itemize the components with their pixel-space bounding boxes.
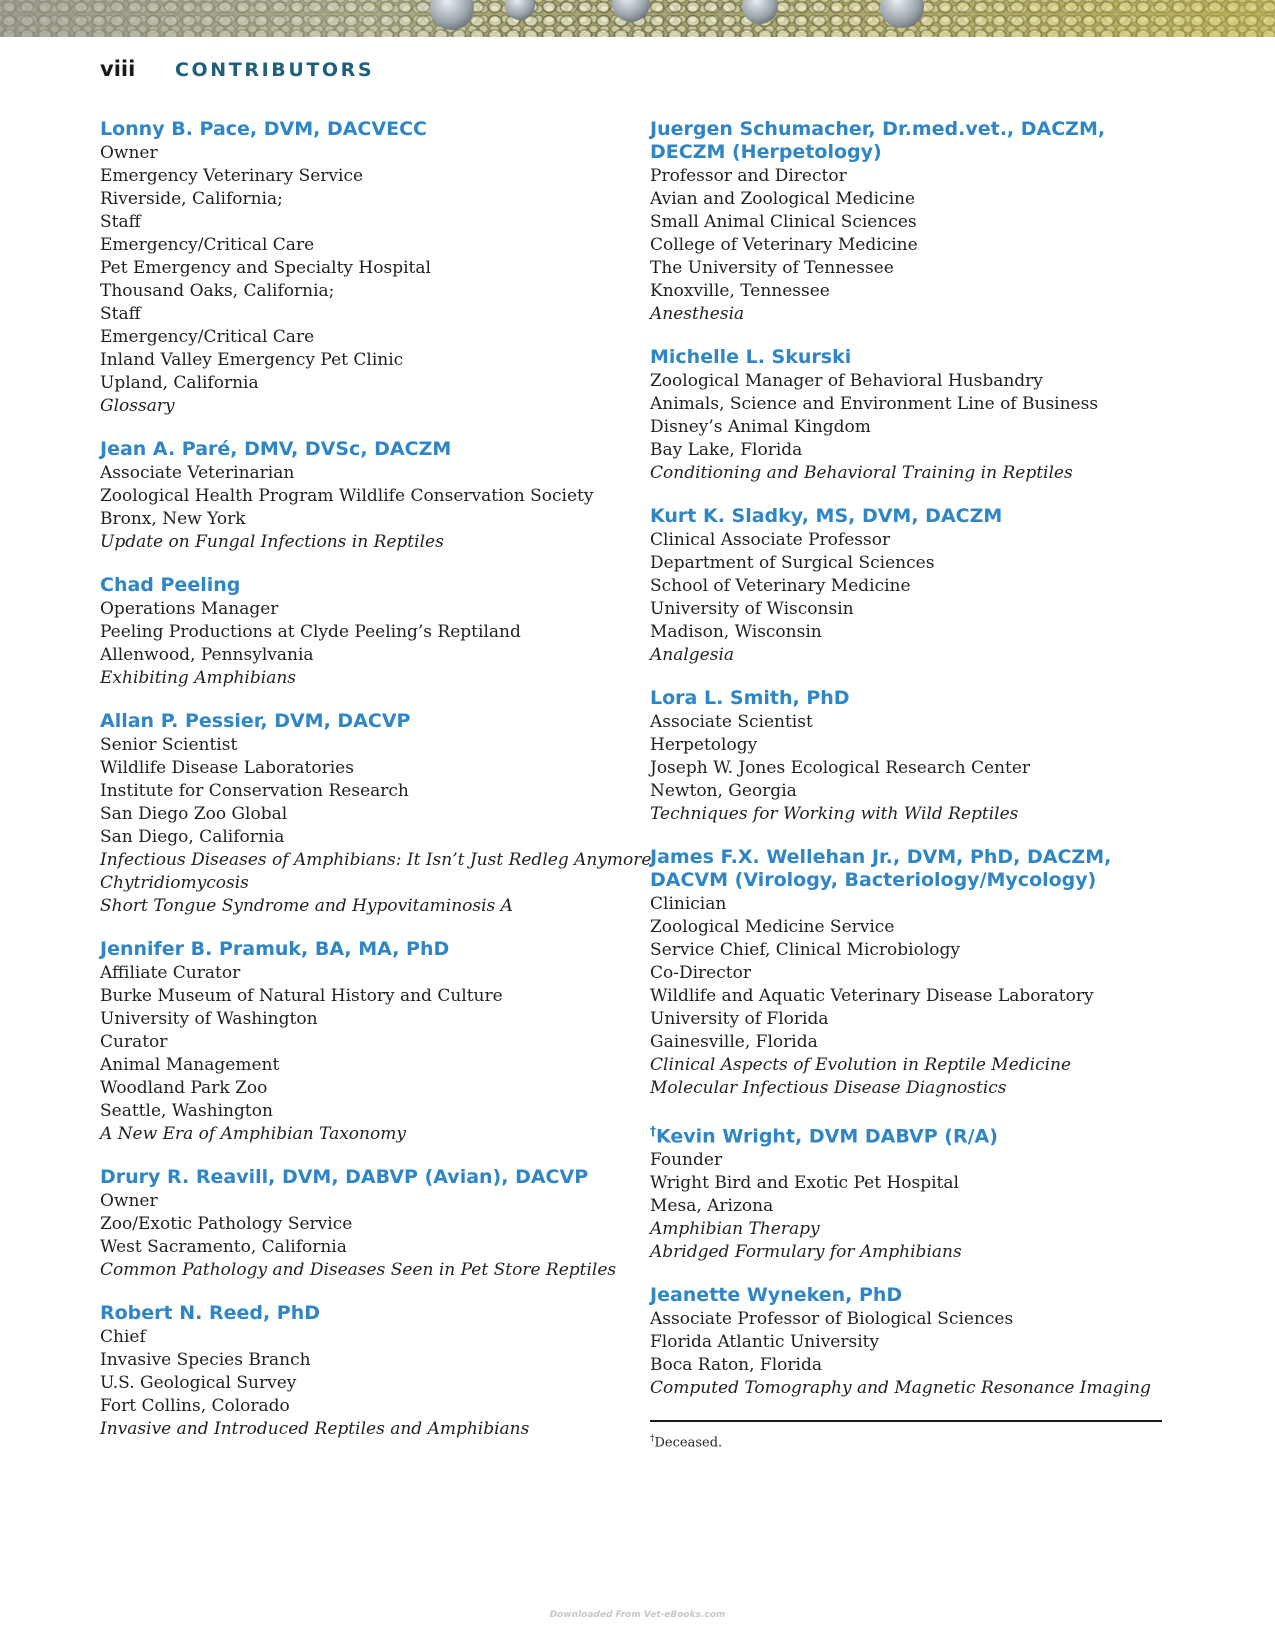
contributor-name-text: Kevin Wright, DVM DABVP (R/A)	[656, 1125, 998, 1148]
affiliation-line: Inland Valley Emergency Pet Clinic	[100, 350, 404, 370]
chapter-title: Infectious Diseases of Amphibians: It Isn’t Just Redleg Anymore	[100, 850, 652, 870]
affiliation-line: University of Washington	[100, 1009, 318, 1029]
affiliation-line: Gainesville, Florida	[650, 1032, 818, 1052]
contributor-entry	[100, 710, 652, 918]
affiliation-line: Woodland Park Zoo	[100, 1078, 268, 1098]
contributor-entry	[650, 846, 1170, 1100]
affiliation-line: Emergency/Critical Care	[100, 327, 315, 347]
affiliation-line: Affiliate Curator	[100, 963, 241, 983]
section-title: CONTRIBUTORS	[175, 59, 375, 81]
contributor-name-text: Jennifer B. Pramuk, BA, MA, PhD	[100, 938, 450, 960]
affiliation-line: Boca Raton, Florida	[650, 1355, 822, 1376]
chapter-title: Computed Tomography and Magnetic Resonance Imaging	[650, 1378, 1151, 1399]
affiliation-line: Fort Collins, Colorado	[100, 1396, 290, 1416]
reptile-skin-banner	[0, 0, 1275, 37]
contributor-entry	[650, 687, 1170, 826]
contributor-name-text: James F.X. Wellehan Jr., DVM, PhD, DACZM, DACVM (Virology, Bacteriology/Mycology)	[650, 846, 1112, 891]
affiliation-line: Riverside, California;	[100, 189, 283, 209]
affiliation-line: Owner	[100, 1191, 158, 1211]
contributor-name	[650, 1284, 1170, 1307]
chapter-title: Techniques for Working with Wild Reptiles	[650, 804, 1019, 824]
affiliation-line: Knoxville, Tennessee	[650, 281, 830, 301]
affiliation-line: University of Wisconsin	[650, 599, 854, 619]
affiliation-line: Bay Lake, Florida	[650, 440, 803, 460]
affiliation-line: Associate Scientist	[650, 712, 813, 732]
contributor-entry	[100, 938, 620, 1146]
affiliation-line: Bronx, New York	[100, 509, 246, 529]
affiliation-line: West Sacramento, California	[100, 1237, 347, 1257]
footnote-rule	[650, 1420, 1162, 1422]
affiliation-line: Emergency Veterinary Service	[100, 166, 364, 186]
contributor-name-text: Jeanette Wyneken, PhD	[650, 1284, 903, 1307]
contributor-name-text: Michelle L. Skurski	[650, 346, 852, 368]
affiliation-line: Service Chief, Clinical Microbiology	[650, 940, 961, 960]
affiliation-line: Mesa, Arizona	[650, 1196, 774, 1217]
contributor-name-text: Drury R. Reavill, DVM, DABVP (Avian), DACVP	[100, 1166, 589, 1188]
chapter-title: Analgesia	[650, 645, 735, 665]
contributor-entry	[100, 1166, 620, 1282]
contributor-name-text: Robert N. Reed, PhD	[100, 1302, 321, 1324]
contributor-entry	[650, 1120, 1170, 1264]
affiliation-line: Disney’s Animal Kingdom	[650, 417, 871, 437]
affiliation-line: Institute for Conservation Research	[100, 781, 409, 801]
affiliation-line: Madison, Wisconsin	[650, 622, 822, 642]
affiliation-line: Invasive Species Branch	[100, 1350, 311, 1370]
chapter-title: Amphibian Therapy	[650, 1219, 820, 1240]
contributor-name	[100, 1302, 620, 1325]
affiliation-line: Staff	[100, 304, 141, 324]
affiliation-line: Thousand Oaks, California;	[100, 281, 335, 301]
contributor-entry	[650, 346, 1170, 485]
affiliation-line: Zoological Medicine Service	[650, 917, 895, 937]
affiliation-line: Avian and Zoological Medicine	[650, 189, 916, 209]
contributor-name-text: Chad Peeling	[100, 574, 241, 596]
affiliation-line: Curator	[100, 1032, 168, 1052]
affiliation-line: Chief	[100, 1327, 146, 1347]
contributor-entry	[100, 438, 620, 554]
chapter-title: A New Era of Amphibian Taxonomy	[100, 1124, 406, 1144]
footnote	[650, 1434, 1170, 1450]
footnote-symbol: †	[650, 1434, 655, 1445]
affiliation-line: Pet Emergency and Specialty Hospital	[100, 258, 431, 278]
contributor-name	[650, 118, 1170, 164]
contributor-name	[100, 438, 620, 461]
affiliation-line: Staff	[100, 212, 141, 232]
contributor-name	[100, 118, 620, 141]
contributor-name	[650, 346, 1170, 369]
affiliation-line: Newton, Georgia	[650, 781, 797, 801]
affiliation-line: Florida Atlantic University	[650, 1332, 880, 1353]
contributor-name	[100, 938, 620, 961]
affiliation-line: Operations Manager	[100, 599, 279, 619]
contributor-name	[100, 1166, 620, 1189]
chapter-title: Chytridiomycosis	[100, 873, 249, 893]
chapter-title: Abridged Formulary for Amphibians	[650, 1242, 962, 1263]
chapter-title: Glossary	[100, 396, 175, 416]
contributor-name-text: Jean A. Paré, DMV, DVSc, DACZM	[100, 438, 452, 460]
affiliation-line: Founder	[650, 1150, 723, 1171]
affiliation-line: Zoo/Exotic Pathology Service	[100, 1214, 353, 1234]
contributor-name-text: Lonny B. Pace, DVM, DACVECC	[100, 118, 427, 140]
affiliation-line: University of Florida	[650, 1009, 829, 1029]
affiliation-line: Seattle, Washington	[100, 1101, 273, 1121]
affiliation-line: Associate Veterinarian	[100, 463, 295, 483]
page-number: viii	[100, 57, 136, 81]
affiliation-line: The University of Tennessee	[650, 258, 894, 278]
affiliation-line: School of Veterinary Medicine	[650, 576, 911, 596]
affiliation-line: Professor and Director	[650, 166, 847, 186]
affiliation-line: U.S. Geological Survey	[100, 1373, 297, 1393]
affiliation-line: Associate Professor of Biological Sciences	[650, 1309, 1014, 1330]
affiliation-line: Herpetology	[650, 735, 758, 755]
page-header	[100, 57, 374, 81]
affiliation-line: Animal Management	[100, 1055, 280, 1075]
affiliation-line: Zoological Health Program Wildlife Conservation Society	[100, 486, 594, 506]
contributor-name	[100, 574, 620, 597]
affiliation-line: Upland, California	[100, 373, 259, 393]
contributor-name-text: Lora L. Smith, PhD	[650, 687, 850, 709]
contributor-name	[650, 687, 1170, 710]
dagger-mark: †	[650, 1124, 656, 1138]
affiliation-line: Animals, Science and Environment Line of Business	[650, 394, 1099, 414]
contributor-entry	[650, 1284, 1170, 1400]
contributor-entry	[100, 574, 620, 690]
chapter-title: Conditioning and Behavioral Training in Reptiles	[650, 463, 1073, 483]
watermark: Downloaded From Vet-eBooks.com	[549, 1610, 726, 1620]
chapter-title: Molecular Infectious Disease Diagnostics	[650, 1078, 1007, 1098]
affiliation-line: Allenwood, Pennsylvania	[100, 645, 314, 665]
contributor-name	[650, 505, 1170, 528]
affiliation-line: Senior Scientist	[100, 735, 238, 755]
footnote-text: Deceased.	[654, 1435, 723, 1451]
affiliation-line: Burke Museum of Natural History and Culture	[100, 986, 503, 1006]
affiliation-line: Department of Surgical Sciences	[650, 553, 935, 573]
contributor-entry	[650, 505, 1170, 667]
contributor-name	[650, 1120, 1170, 1148]
chapter-title: Clinical Aspects of Evolution in Reptile Medicine	[650, 1055, 1072, 1075]
affiliation-line: Co-Director	[650, 963, 751, 983]
affiliation-line: Emergency/Critical Care	[100, 235, 315, 255]
contributor-name-text: Allan P. Pessier, DVM, DACVP	[100, 710, 411, 732]
affiliation-line: College of Veterinary Medicine	[650, 235, 918, 255]
left-column	[100, 118, 652, 1461]
chapter-title: Anesthesia	[650, 304, 745, 324]
affiliation-line: Zoological Manager of Behavioral Husbandry	[650, 371, 1043, 391]
contributor-name	[650, 846, 1170, 892]
chapter-title: Invasive and Introduced Reptiles and Amphibians	[100, 1419, 530, 1439]
contributor-name	[100, 710, 620, 733]
affiliation-line: Wildlife and Aquatic Veterinary Disease Laboratory	[650, 986, 1094, 1006]
contributor-entry	[100, 1302, 620, 1441]
affiliation-line: Joseph W. Jones Ecological Research Center	[650, 758, 1031, 778]
chapter-title: Update on Fungal Infections in Reptiles	[100, 532, 444, 552]
affiliation-line: Peeling Productions at Clyde Peeling’s Reptiland	[100, 622, 521, 642]
affiliation-line: Wildlife Disease Laboratories	[100, 758, 354, 778]
affiliation-line: Wright Bird and Exotic Pet Hospital	[650, 1173, 959, 1194]
right-column	[650, 118, 1170, 1451]
contributor-name-text: Juergen Schumacher, Dr.med.vet., DACZM, DECZM (Herpetology)	[650, 118, 1106, 163]
affiliation-line: San Diego Zoo Global	[100, 804, 288, 824]
affiliation-line: Clinical Associate Professor	[650, 530, 891, 550]
contributor-entry	[650, 118, 1170, 326]
affiliation-line: Clinician	[650, 894, 727, 914]
chapter-title: Common Pathology and Diseases Seen in Pet Store Reptiles	[100, 1260, 617, 1280]
chapter-title: Short Tongue Syndrome and Hypovitaminosis A	[100, 896, 513, 916]
affiliation-line: Owner	[100, 143, 158, 163]
affiliation-line: Small Animal Clinical Sciences	[650, 212, 917, 232]
affiliation-line: San Diego, California	[100, 827, 285, 847]
chapter-title: Exhibiting Amphibians	[100, 668, 296, 688]
contributor-entry	[100, 118, 620, 418]
contributor-name-text: Kurt K. Sladky, MS, DVM, DACZM	[650, 505, 1003, 527]
